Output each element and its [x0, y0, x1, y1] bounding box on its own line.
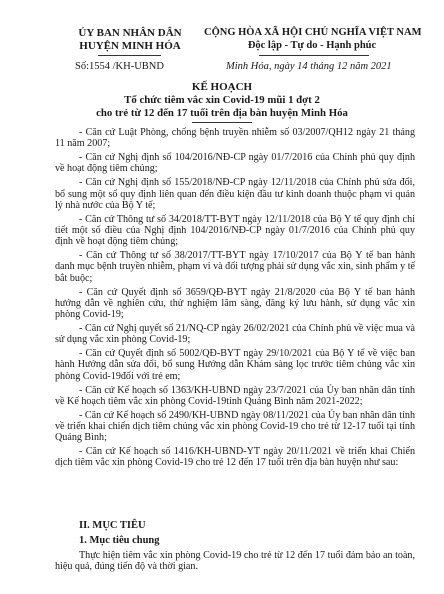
document-title-line2: cho trẻ từ 12 đến 17 tuổi trên địa bàn huyện Minh Hóa — [96, 107, 348, 119]
motto-underline — [259, 55, 369, 56]
legal-basis-list — [55, 127, 415, 471]
legal-basis-item: - Căn cứ Kế hoạch số 1363/KH-UBND ngày 23/7/2021 của Ủy ban nhân dân tỉnh về Kế hoạch tiêm vắc xin phòng Covid-19tỉnh Quảng Bình năm 2021-2022; — [55, 384, 415, 407]
legal-basis-item: - Căn cứ Kế hoạch số 2490/KH-UBND ngày 08/11/2021 của Ủy ban nhân dân tỉnh về triển khai chiến dịch tiêm chủng vắc xin phòng Covid-19 cho trẻ từ 12-17 tuổi tại tỉnh Quảng Bình; — [55, 409, 415, 444]
title-underline — [192, 122, 252, 123]
document-title-line1: Tổ chức tiêm vắc xin Covid-19 mũi 1 đợt 2 — [124, 94, 320, 106]
document-kind: KẾ HOẠCH — [191, 81, 253, 93]
section-subheading: 1. Mục tiêu chung — [79, 535, 160, 546]
nation-motto: Độc lập - Tự do - Hạnh phúc — [247, 40, 377, 51]
nation-name: CỘNG HÒA XÃ HỘI CHỦ NGHĨA VIỆT NAM — [204, 27, 422, 38]
section-text-block — [55, 550, 415, 575]
legal-basis-item: - Căn cứ Nghị định số 104/2016/NĐ-CP ngày 01/7/2016 của Chính phủ quy định về hoạt động tiêm chủng; — [55, 152, 415, 175]
legal-basis-item: - Căn cứ Luật Phòng, chống bệnh truyền nhiễm số 03/2007/QH12 ngày 21 tháng 11 năm 2007; — [55, 127, 415, 150]
place-date: Minh Hóa, ngày 14 tháng 12 năm 2021 — [226, 61, 392, 72]
agency-district: HUYỆN MINH HÓA — [79, 40, 181, 52]
agency-name: ỦY BAN NHÂN DÂN — [78, 27, 182, 39]
legal-basis-item: - Căn cứ Nghị định số 155/2018/NĐ-CP ngày 12/11/2018 của Chính phủ sửa đổi, bổ sung một số quy định liên quan đến điều kiện đầu tư kinh doanh thuộc phạm vi quản lý nhà nước của Bộ Y tế; — [55, 177, 415, 211]
legal-basis-item: - Căn cứ Nghị quyết số 21/NQ-CP ngày 26/02/2021 của Chính phủ về việc mua và sử dụng vắc xin phòng Covid-19; — [55, 323, 415, 346]
legal-basis-item: - Căn cứ Kế hoạch số 1416/KH-UBND-YT ngày 20/11/2021 về triển khai Chiến dịch tiêm vắc xin phòng Covid-19 cho trẻ 12 đến 17 tuổi trên địa bàn huyện như sau: — [55, 446, 415, 469]
section-heading: II. MỤC TIÊU — [79, 520, 146, 531]
legal-basis-item: - Căn cứ Quyết định số 3659/QĐ-BYT ngày 21/8/2020 của Bộ Y tế ban hành hướng dẫn về nghiên cứu, thử nghiệm lâm sàng, đăng ký lưu hành, sử dụng vắc xin phòng Covid-19; — [55, 286, 415, 321]
document-number: Số:1554 /KH-UBND — [75, 61, 164, 72]
legal-basis-item: - Căn cứ Thông tư số 38/2017/TT-BYT ngày 17/10/2017 của Bộ Y tế ban hành danh mục bệnh truyền nhiễm, phạm vi và đối tượng phải sử dụng vắc xin, sinh phẩm y tế bắt buộc; — [55, 250, 415, 284]
legal-basis-item: - Căn cứ Thông tư số 34/2018/TT-BYT ngày 12/11/2018 của Bộ Y tế quy định chi tiết một số điều của Nghị định 104/2016/NĐ-CP ngày 01/7/2016 của Chính phủ quy định về hoạt động tiêm chủng; — [55, 213, 415, 248]
agency-underline — [98, 55, 161, 56]
legal-basis-item: - Căn cứ Quyết định số 5002/QĐ-BYT ngày 29/10/2021 của Bộ Y tế về việc ban hành Hướng dẫn sửa đổi, bổ sung Hướng dẫn Khám sàng lọc trước tiêm chủng vắc xin phòng Covid-19đối với trẻ em; — [55, 348, 415, 382]
section-text: Thực hiện tiêm vắc xin phòng Covid-19 cho trẻ từ 12 đến 17 tuổi đảm bảo an toàn, hiệu quả, đúng tiến độ và thời gian. — [55, 550, 415, 573]
